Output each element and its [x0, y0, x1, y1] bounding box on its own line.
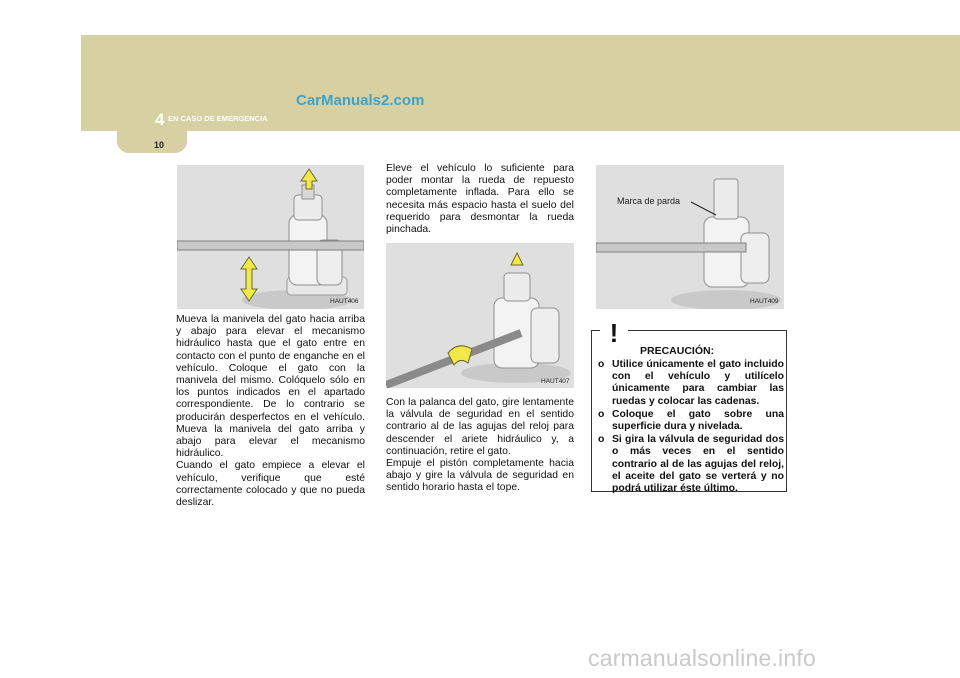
list-item: o Coloque el gato sobre una superficie dura y nivelada.	[598, 408, 784, 433]
figure-jack-pump	[177, 165, 364, 309]
paragraph: Eleve el vehículo lo suficiente para poder montar la rueda de repuesto completamente inflada. Para ello se necesita más espacio hasta el suelo del requerido para desmontar la rueda pinchada.	[386, 163, 574, 236]
caution-title: PRECAUCIÓN:	[640, 345, 715, 357]
chapter-number: 4	[155, 110, 165, 129]
caution-box	[591, 318, 787, 495]
bullet: o	[598, 408, 605, 420]
page-tab	[117, 131, 187, 153]
jack-marker-illustration	[596, 165, 784, 309]
column-2-text	[386, 397, 574, 495]
bullet: o	[598, 359, 605, 370]
list-item: o Utilice únicamente el gato incluido con el vehículo y utilícelo únicamente para cambiar las ruedas y colocar las cadenas.	[598, 359, 784, 407]
jack-valve-illustration	[386, 243, 574, 388]
bullet: o	[598, 434, 605, 446]
paragraph: Con la palanca del gato, gire lentamente la válvula de seguridad en el sentido contrario al de las agujas del reloj para descender el ariete hidráulico y, a continuación, retire el gato.	[386, 397, 574, 457]
paragraph: Cuando el gato empiece a elevar el vehículo, verifique que esté correctamente colocado y que no pueda deslizar.	[176, 460, 365, 509]
figure-code: HAUT406	[330, 298, 359, 305]
figure-code: HAUT407	[541, 378, 570, 385]
column-1-text	[176, 314, 365, 509]
footer-watermark[interactable]: carmanualsonline.info	[588, 645, 816, 671]
paragraph: Mueva la manivela del gato hacia arriba y abajo para elevar el mecanismo hidráulico hasta que el gato entre en contacto con el punto de enganche en el vehículo. Coloque el gato con la manivela del mismo. Colóquelo sólo en los puntos indicados en el apartado correspondiente. De lo contrario se producirán desperfectos en el vehículo. Mueva la manivela del gato arriba y abajo para elevar el mecanismo hidráulico.	[176, 314, 365, 460]
column-2-intro	[386, 163, 574, 236]
caution-list	[598, 359, 784, 496]
figure-code: HAUT409	[750, 298, 779, 305]
list-item: o Si gira la válvula de seguridad dos o más veces en el sentido contrario al de las agujas del reloj, el aceite del gato se verterá y no podrá utilizar éste último.	[598, 434, 784, 495]
figure-jack-marker	[596, 165, 784, 309]
chapter-title: EN CASO DE EMERGENCIA	[168, 114, 268, 123]
page-number: 10	[154, 140, 165, 150]
figure-jack-valve	[386, 243, 574, 388]
paragraph: Empuje el pistón completamente hacia abajo y gire la válvula de seguridad en sentido horario hasta el tope.	[386, 458, 574, 494]
warning-icon: !	[600, 319, 628, 347]
marker-label: Marca de parda	[617, 196, 681, 206]
site-link[interactable]: CarManuals2.com	[296, 92, 425, 109]
jack-pump-illustration	[177, 165, 364, 309]
